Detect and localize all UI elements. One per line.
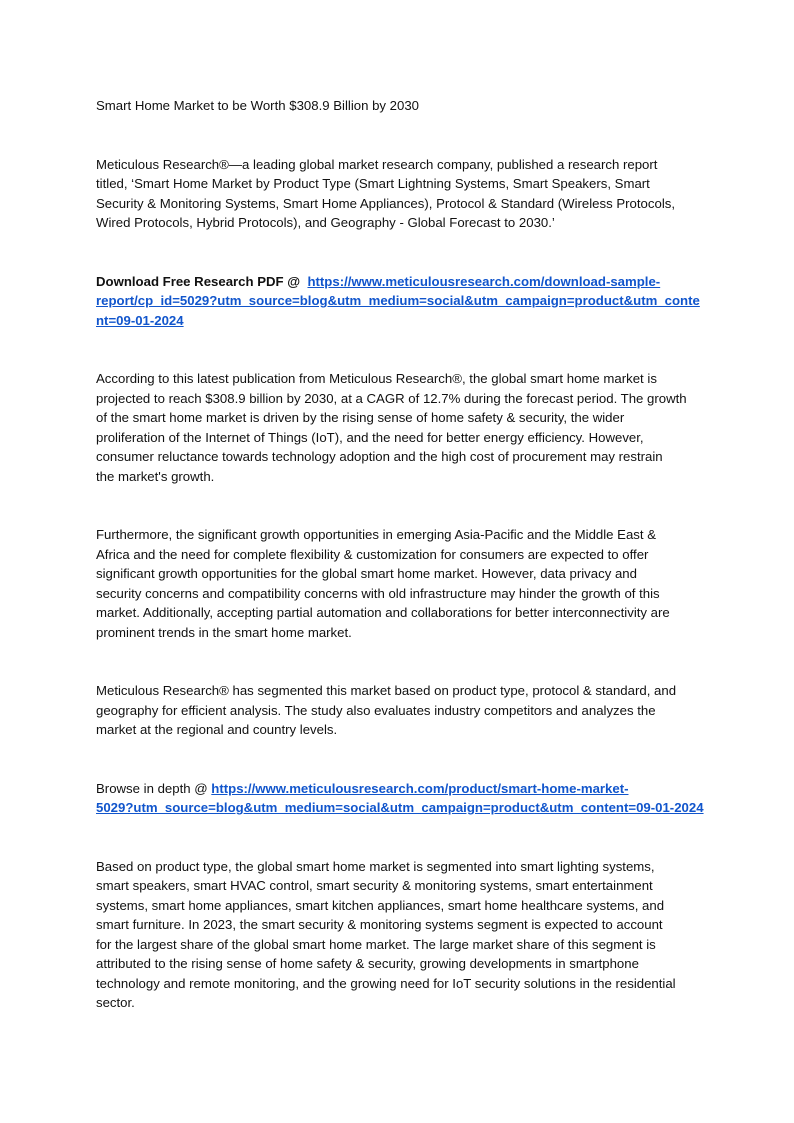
spacer [96,233,698,272]
browse-paragraph [96,779,704,818]
body-line: Africa and the need for complete flexibility & customization for consumers are expected to offer [96,546,649,562]
intro-line: Meticulous Research®—a leading global market research company, published a research report [96,156,658,172]
body-line: prominent trends in the smart home market. [96,624,352,640]
body-line: the market's growth. [96,468,215,484]
body-line: systems, smart home appliances, smart kitchen appliances, smart home healthcare systems, and [96,897,665,913]
body-line: projected to reach $308.9 billion by 2030, at a CAGR of 12.7% during the forecast period. The growth [96,390,687,406]
intro-paragraph [96,155,698,233]
download-link[interactable]: https://www.meticulousresearch.com/download-sample- [307,273,661,289]
spacer [96,740,698,779]
download-line [96,311,698,331]
browse-line [96,779,698,799]
intro-line: Wired Protocols, Hybrid Protocols), and Geography - Global Forecast to 2030.’ [96,215,555,230]
browse-label: Browse in depth @ [96,780,208,796]
download-line [96,291,698,311]
intro-line: Security & Monitoring Systems, Smart Home Appliances), Protocol & Standard (Wireless Protocols, [96,195,676,211]
body-line: significant growth opportunities for the global smart home market. However, data privacy and [96,566,637,581]
body-line: market. Additionally, accepting partial automation and collaborations for better interconnectivity are [96,605,670,620]
body-line: for the largest share of the global smart home market. The large market share of this segment is [96,936,656,952]
body-line: of the smart home market is driven by the rising sense of home safety & security, the wider [96,410,625,425]
body-line: market at the regional and country levels. [96,722,338,737]
intro-line: titled, ‘Smart Home Market by Product Type (Smart Lightning Systems, Smart Speakers, Smart [96,176,650,191]
spacer [96,330,698,369]
download-paragraph [96,272,698,331]
spacer [96,818,698,857]
body-line: consumer reluctance towards technology adoption and the high cost of procurement may restrain [96,449,663,464]
body-line: smart furniture. In 2023, the smart security & monitoring systems segment is expected to account [96,917,663,932]
body-line: Furthermore, the significant growth opportunities in emerging Asia-Pacific and the Middle East & [96,527,657,542]
spacer [96,116,698,155]
download-link-continued[interactable]: nt=09-01-2024 [96,312,184,328]
browse-line [96,798,704,818]
body-line: Meticulous Research® has segmented this market based on product type, protocol & standard, and [96,683,677,698]
spacer [96,486,698,525]
body-line: According to this latest publication from Meticulous Research®, the global smart home market is [96,371,657,386]
paragraph-product-type [96,857,698,1013]
document-title: Smart Home Market to be Worth $308.9 Billion by 2030 [96,98,420,113]
browse-link-continued[interactable]: 5029?utm_source=blog&utm_medium=social&utm_campaign=product&utm_content=09-01-2024 [96,800,704,815]
body-line: Based on product type, the global smart home market is segmented into smart lighting systems, [96,858,655,874]
body-line: geography for efficient analysis. The study also evaluates industry competitors and analyzes the [96,702,656,718]
spacer [96,642,698,681]
paragraph-market-outlook [96,369,698,486]
paragraph-segmentation [96,681,698,740]
body-line: proliferation of the Internet of Things (IoT), and the need for better energy efficiency. However, [96,429,644,445]
body-line: sector. [96,995,135,1010]
download-link-continued[interactable]: report/cp_id=5029?utm_source=blog&utm_medium=social&utm_campaign=product&utm_conte [96,293,700,308]
download-line [96,272,698,292]
body-line: technology and remote monitoring, and the growing need for IoT security solutions in the residential [96,975,676,991]
body-line: attributed to the rising sense of home safety & security, growing developments in smartphone [96,956,639,971]
browse-link[interactable]: https://www.meticulousresearch.com/product/smart-home-market- [211,780,629,796]
download-label: Download Free Research PDF @ [96,273,301,289]
body-line: security concerns and compatibility concerns with old infrastructure may hinder the growth of this [96,585,660,601]
paragraph-opportunities [96,525,698,642]
body-line: smart speakers, smart HVAC control, smart security & monitoring systems, smart entertainment [96,878,653,893]
